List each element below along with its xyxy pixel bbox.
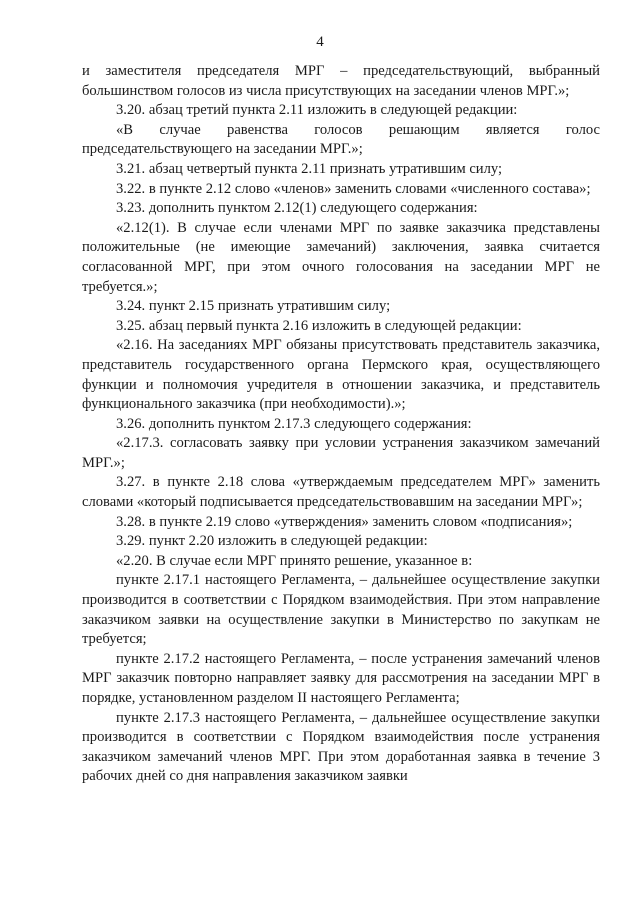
paragraph: и заместителя председателя МРГ – председательствующий, выбранный большинством голосов из числа присутствующих на заседании членов МРГ.»;	[82, 63, 600, 99]
paragraph: 3.23. дополнить пунктом 2.12(1) следующего содержания:	[116, 200, 478, 217]
paragraph: пункте 2.17.2 настоящего Регламента, – после устранения замечаний членов МРГ заказчик повторно направляет заявку для рассмотрения на заседании МРГ в порядке, установленном разделом II настоящего Регламента;	[82, 650, 600, 706]
paragraph: 3.22. в пункте 2.12 слово «членов» заменить словами «численного состава»;	[116, 180, 591, 197]
paragraph: 3.24. пункт 2.15 признать утратившим силу;	[116, 298, 391, 315]
paragraph: «2.12(1). В случае если членами МРГ по заявке заказчика представлены положительные (не имеющие замечаний) заключения, заявка считается согласованной МРГ, при этом очного голосования на заседании МРГ не требуется.»;	[82, 219, 600, 295]
paragraph: пункте 2.17.1 настоящего Регламента, – дальнейшее осуществление закупки производится в соответствии с Порядком взаимодействия. При этом направление заказчиком заявки на осуществление закупки в Министерство по закупкам не требуется;	[82, 572, 600, 648]
page-number: 4	[316, 34, 324, 50]
paragraph: пункте 2.17.3 настоящего Регламента, – дальнейшее осуществление закупки производится в соответствии с Порядком взаимодействия после устранения заказчиком замечаний членов МРГ. При этом доработанная заявка в течение 3 рабочих дней со дня направления заказчиком заявки	[82, 709, 600, 785]
paragraph: 3.28. в пункте 2.19 слово «утверждения» заменить словом «подписания»;	[116, 513, 573, 530]
paragraph: «В случае равенства голосов решающим является голос председательствующего на заседании МРГ.»;	[82, 121, 600, 158]
document-body	[82, 62, 600, 787]
paragraph: 3.25. абзац первый пункта 2.16 изложить в следующей редакции:	[116, 317, 522, 334]
paragraph: 3.26. дополнить пунктом 2.17.3 следующего содержания:	[116, 415, 472, 432]
paragraph: «2.17.3. согласовать заявку при условии устранения заказчиком замечаний МРГ.»;	[82, 435, 600, 471]
paragraph: «2.20. В случае если МРГ принято решение, указанное в:	[116, 552, 473, 569]
paragraph: 3.27. в пункте 2.18 слова «утверждаемым председателем МРГ» заменить словами «который подписывается председательствовавшим на заседании МРГ»;	[82, 474, 600, 511]
paragraph: 3.29. пункт 2.20 изложить в следующей редакции:	[116, 533, 428, 550]
paragraph: «2.16. На заседаниях МРГ обязаны присутствовать представитель заказчика, представитель государственного органа Пермского края, осуществляющего функции и полномочия учредителя в отношении заказчика, и представитель функционального заказчика (при необходимости).»;	[82, 337, 600, 413]
paragraph: 3.20. абзац третий пункта 2.11 изложить в следующей редакции:	[116, 102, 518, 119]
paragraph: 3.21. абзац четвертый пункта 2.11 признать утратившим силу;	[116, 160, 503, 177]
